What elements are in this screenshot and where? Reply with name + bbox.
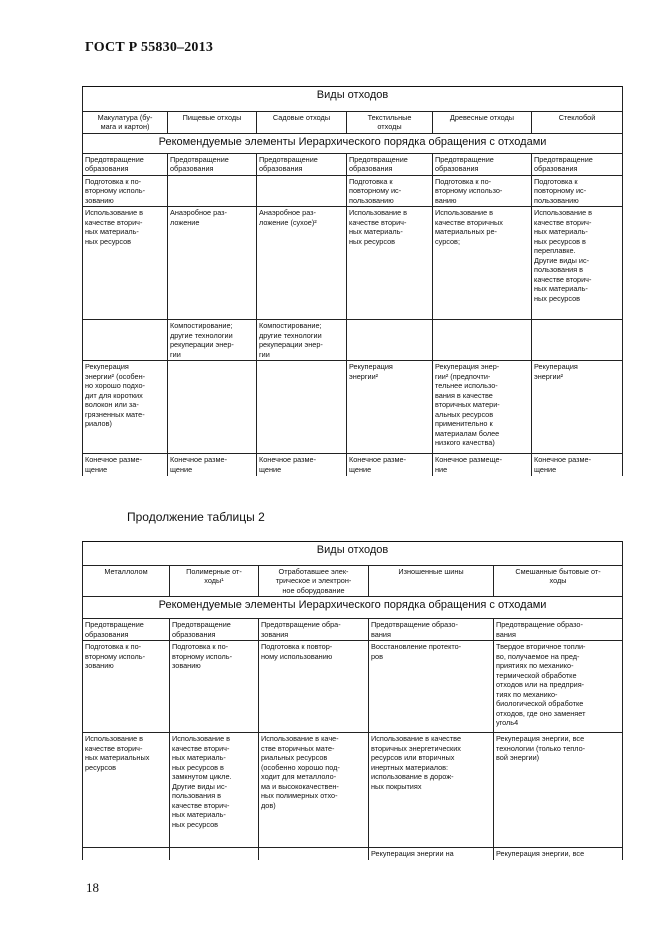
table-cell xyxy=(168,176,257,207)
table-cell: Компостирование; другие технологии рекуперации энер- гии xyxy=(257,320,347,361)
table-cell: Подготовка к повторному ис- пользованию xyxy=(532,176,623,207)
table1-recommendation-title: Рекомендуемые элементы Иерархического порядка обращения с отходами xyxy=(83,134,623,154)
table-cell xyxy=(259,848,369,860)
table1-col-header: Текстильные отходы xyxy=(347,112,433,134)
table-cell: Подготовка к повторному ис- пользованию xyxy=(347,176,433,207)
table-cell xyxy=(433,320,532,361)
table1-col-header: Пищевые отходы xyxy=(168,112,257,134)
table-cell: Рекуперация энергии, все xyxy=(494,848,623,860)
table-cell: Подготовка к по- вторному использо- ванию xyxy=(433,176,532,207)
table-cell xyxy=(168,361,257,454)
table-cell: Использование в качестве вторич- ных материаль- ных ресурсов в переплавке. Другие виды ис- пользования в качестве вторич- ных материаль- ных ресурсов xyxy=(532,207,623,320)
table2-col-header: Металлолом xyxy=(83,566,170,597)
table-cell: Использование в качестве вторичных материальных ре- сурсов; xyxy=(433,207,532,320)
table-cell: Анаэробное раз- ложение (сухое)² xyxy=(257,207,347,320)
table1-col-header: Макулатура (бу- мага и картон) xyxy=(83,112,168,134)
table-cell: Рекуперация энергии² xyxy=(347,361,433,454)
table-cell: Рекуперация энергии² (особен- но хорошо подхо- дит для коротких волокон или за- грязненных мате- риалов) xyxy=(83,361,168,454)
table-cell: Предотвращение образо- вания xyxy=(494,619,623,641)
table-cell: Конечное размеще- ние xyxy=(433,454,532,476)
table2-title: Виды отходов xyxy=(83,542,623,566)
table-cell: Конечное разме- щение xyxy=(168,454,257,476)
table-cell: Рекуперация энергии² xyxy=(532,361,623,454)
table-cell: Подготовка к по- вторному исполь- зованию xyxy=(83,641,170,733)
table-cell: Подготовка к по- вторному исполь- зованию xyxy=(170,641,259,733)
table-cell: Анаэробное раз- ложение xyxy=(168,207,257,320)
table-cell: Конечное разме- щение xyxy=(83,454,168,476)
table2-col-header: Полимерные от- ходы¹ xyxy=(170,566,259,597)
table-cell: Использование в качестве вторич- ных материаль- ных ресурсов xyxy=(83,207,168,320)
table-cell: Конечное разме- щение xyxy=(257,454,347,476)
table-continuation-label: Продолжение таблицы 2 xyxy=(127,510,265,524)
table-cell: Компостирование; другие технологии рекуперации энер- гии xyxy=(168,320,257,361)
table-cell: Предотвращение образования xyxy=(168,154,257,176)
table1-col-header: Садовые отходы xyxy=(257,112,347,134)
table2-col-header: Смешанные бытовые от- ходы xyxy=(494,566,623,597)
table-cell xyxy=(347,320,433,361)
table-cell: Использование в каче- стве вторичных мате- риальных ресурсов (особенно хорошо под- ходит для металлоло- ма и высококачествен- ных полимерных отхо- дов) xyxy=(259,733,369,848)
table-cell xyxy=(83,320,168,361)
table-cell: Рекуперация энергии, все технологии (только тепло- вой энергии) xyxy=(494,733,623,848)
waste-table-part2 xyxy=(82,541,623,860)
table1-col-header: Древесные отходы xyxy=(433,112,532,134)
table-cell: Предотвращение образования xyxy=(83,619,170,641)
table-cell xyxy=(257,361,347,454)
table-cell xyxy=(257,176,347,207)
document-header: ГОСТ Р 55830–2013 xyxy=(85,40,214,55)
table-cell xyxy=(532,320,623,361)
table-cell: Использование в качестве вторич- ных материаль- ных ресурсов в замкнутом цикле. Другие виды ис- пользования в качестве вторич- ных материаль- ных ресурсов xyxy=(170,733,259,848)
table-cell: Твердое вторичное топли- во, получаемое на пред- приятиях по механико- термической обработке отходов или на предприя- тиях по механико- биологической обработке отходов, где оно заменяет уголь4 xyxy=(494,641,623,733)
table-cell: Конечное разме- щение xyxy=(532,454,623,476)
table-cell: Предотвращение образования xyxy=(532,154,623,176)
table2-col-header: Изношенные шины xyxy=(369,566,494,597)
table1-col-header: Стеклобой xyxy=(532,112,623,134)
table2-col-header: Отработавшее элек- трическое и электрон- ное оборудование xyxy=(259,566,369,597)
table-cell: Рекуперация энергии на xyxy=(369,848,494,860)
table-cell: Предотвращение образования xyxy=(257,154,347,176)
table-cell: Подготовка к повтор- ному использованию xyxy=(259,641,369,733)
table-cell: Рекуперация энер- гии² (предпочти- тельнее использо- вания в качестве вторичных матери- альных ресурсов применительно к материалам более низкого качества) xyxy=(433,361,532,454)
table-cell: Использование в качестве вторичных энергетических ресурсов или вторичных инертных материалов: использование в дорож- ных покрытиях xyxy=(369,733,494,848)
table-cell: Конечное разме- щение xyxy=(347,454,433,476)
table-cell xyxy=(170,848,259,860)
table-cell: Предотвращение образования xyxy=(433,154,532,176)
table-cell: Восстановление протекто- ров xyxy=(369,641,494,733)
table-cell: Предотвращение образования xyxy=(170,619,259,641)
table-cell: Предотвращение образования xyxy=(347,154,433,176)
table-cell: Подготовка к по- вторному исполь- зованию xyxy=(83,176,168,207)
table-cell: Предотвращение образования xyxy=(83,154,168,176)
waste-table-part1 xyxy=(82,86,623,476)
table-cell xyxy=(83,848,170,860)
table1-title: Виды отходов xyxy=(83,87,623,112)
page-number: 18 xyxy=(86,880,99,895)
table-cell: Предотвращение образо- вания xyxy=(369,619,494,641)
table-cell: Использование в качестве вторич- ных материаль- ных ресурсов xyxy=(347,207,433,320)
table-cell: Использование в качестве вторич- ных материальных ресурсов xyxy=(83,733,170,848)
table-cell: Предотвращение обра- зования xyxy=(259,619,369,641)
table2-recommendation-title: Рекомендуемые элементы Иерархического порядка обращения с отходами xyxy=(83,597,623,619)
